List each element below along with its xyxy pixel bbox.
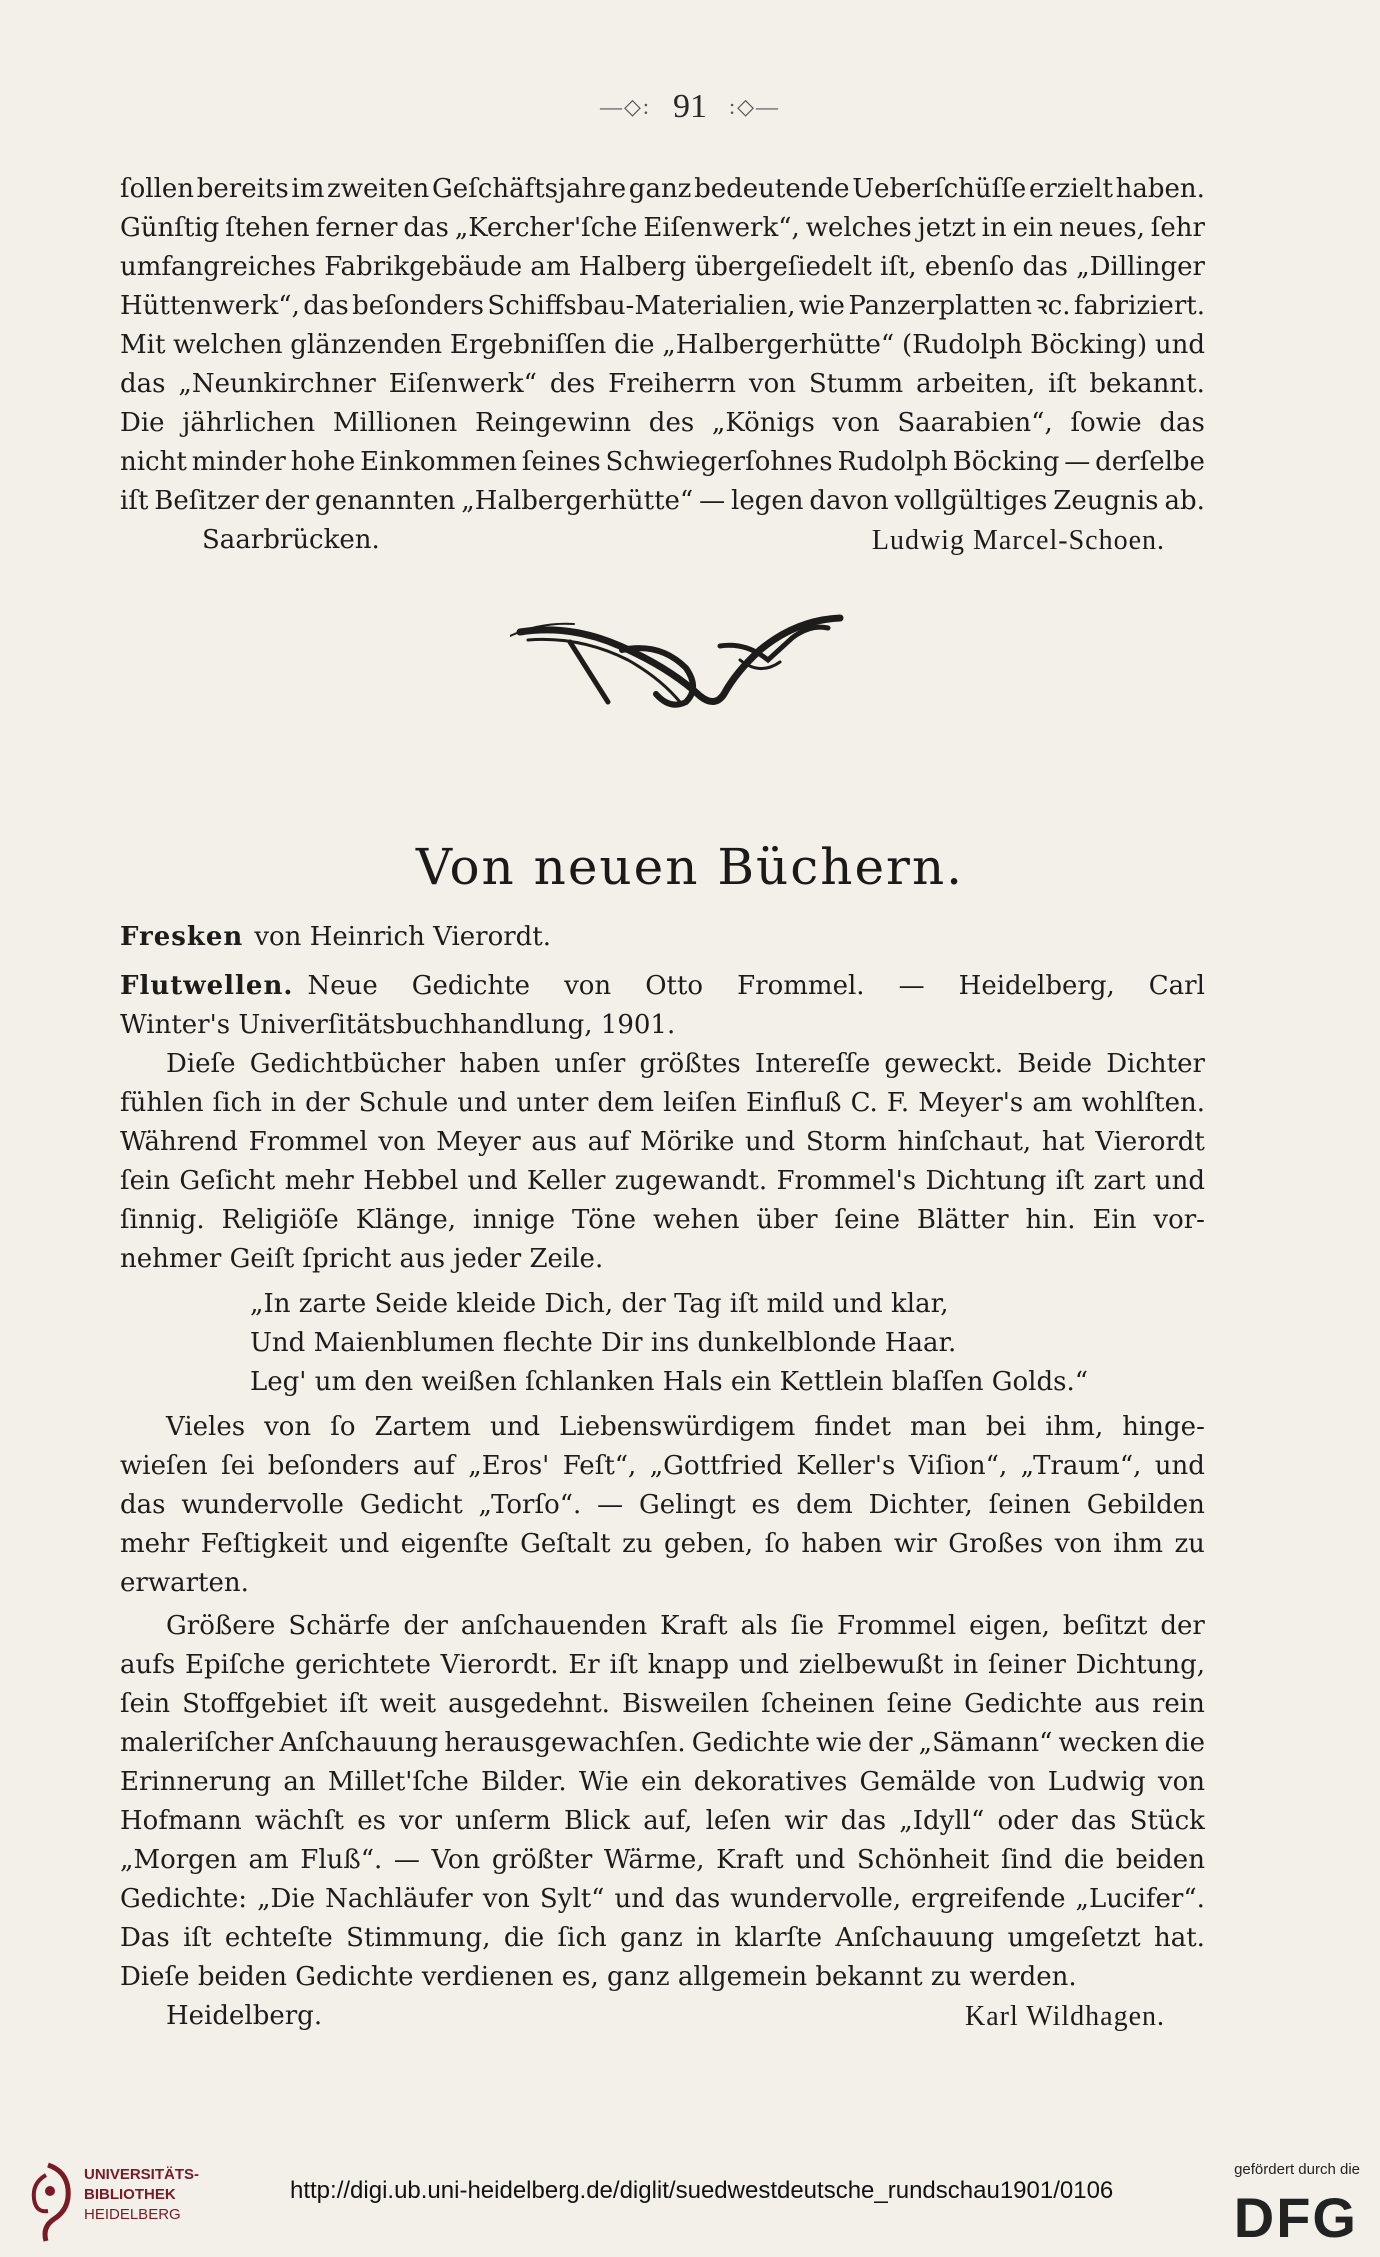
text-line: Winter's Univerſitätsbuchhandlung, 1901. — [120, 1010, 676, 1040]
text-line: Das iſt echteſte Stimmung, die ſich ganz in klarſte Anſchauung umgeſetzt hat. — [120, 1923, 1205, 1953]
art-nouveau-ornament-icon — [510, 602, 850, 712]
author-signature: Ludwig Marcel-Schoen. — [871, 525, 1165, 556]
text-line: nicht minder hohe Einkommen ſeines Schwiegerſohnes Rudolph Böcking — derſelbe — [120, 447, 1205, 477]
text-line: ſein Stoffgebiet iſt weit ausgedehnt. Bisweilen ſcheinen ſeine Gedichte aus rein — [120, 1689, 1205, 1719]
place-of-writing: Saarbrücken. — [202, 525, 380, 555]
book-author: von Heinrich Vierordt. — [254, 922, 552, 952]
text-line: Hofmann wächſt es vor unſerm Blick auf, leſen wir das „Idyll“ oder das Stück — [120, 1806, 1205, 1836]
text-line: fühlen ſich in der Schule und unter dem leiſen Einfluß C. F. Meyer's am wohlſten. — [120, 1088, 1205, 1118]
book-review — [120, 918, 1205, 2036]
text-line: Größere Schärfe der anſchauenden Kraft als ſie Frommel eigen, beſitzt der — [166, 1611, 1205, 1641]
author-signature: Karl Wildhagen. — [965, 2001, 1165, 2032]
text-line: Vieles von ſo Zartem und Liebenswürdigem findet man bei ihm, hinge- — [166, 1412, 1205, 1442]
place-of-writing: Heidelberg. — [166, 2001, 323, 2031]
text-line: Mit welchen glänzenden Ergebniſſen die „Halbergerhütte“ (Rudolph Böcking) und — [120, 330, 1205, 360]
library-name-line: BIBLIOTHEK — [84, 2186, 176, 2203]
section-heading: Von neuen Büchern. — [415, 838, 965, 896]
text-line: Die jährlichen Millionen Reingewinn des „Königs von Saarabien“, ſowie das — [120, 408, 1205, 438]
university-library-logo-icon — [20, 2161, 76, 2245]
review-entry — [120, 967, 1205, 1006]
text-line: maleriſcher Anſchauung herausgewachſen. Gedichte wie der „Sämann“ wecken die — [120, 1728, 1205, 1758]
review-entry — [120, 918, 1205, 957]
text-line: Während Frommel von Meyer aus auf Mörike und Storm hinſchaut, hat Vierordt — [120, 1127, 1205, 1157]
library-name-line: HEIDELBERG — [84, 2206, 181, 2223]
text-line: umfangreiches Fabrikgebäude am Halberg übergeſiedelt iſt, ebenſo das „Dillinger — [120, 252, 1205, 282]
text-line: Hüttenwerk“, das beſonders Schiffsbau-Materialien, wie Panzerplatten ꝛc. fabriziert. — [120, 291, 1205, 321]
text-line: das „Neunkirchner Eiſenwerk“ des Freiherrn von Stumm arbeiten, iſt bekannt. — [120, 369, 1205, 399]
text-line: „Morgen am Fluß“. — Von größter Wärme, Kraft und Schönheit ſind die beiden — [120, 1845, 1205, 1875]
page-folio — [0, 86, 1380, 126]
text-line: Günſtig ſtehen ferner das „Kercher'ſche Eiſenwerk“, welches jetzt in ein neues, ſehr — [120, 213, 1205, 243]
page-number: 91 — [673, 88, 707, 126]
book-details: Neue Gedichte von Otto Frommel. — Heidelberg, Carl — [307, 971, 1205, 1001]
text-line: ſinnig. Religiöſe Klänge, innige Töne wehen über ſeine Blätter hin. Ein vor- — [120, 1205, 1205, 1235]
text-line: Erinnerung an Millet'ſche Bilder. Wie ein dekoratives Gemälde von Ludwig von — [120, 1767, 1205, 1797]
text-line: ſollen bereits im zweiten Geſchäftsjahre ganz bedeutende Ueberſchüſſe erzielt haben. — [120, 174, 1205, 204]
text-line: Dieſe beiden Gedichte verdienen es, ganz allgemein bekannt zu werden. — [120, 1962, 1077, 1992]
poem-line: Leg' um den weißen ſchlanken Hals ein Kettlein blaſſen Golds.“ — [250, 1367, 1089, 1397]
text-line: das wundervolle Gedicht „Torſo“. — Gelingt es dem Dichter, ſeinen Gebilden — [120, 1490, 1205, 1520]
text-line: Gedichte: „Die Nachläufer von Sylt“ und das wundervolle, ergreifende „Lucifer“. — [120, 1884, 1205, 1914]
signature-line — [120, 521, 1205, 560]
text-line: wieſen ſei beſonders auf „Eros' Feſt“, „Gottfried Keller's Viſion“, „Traum“, und — [120, 1451, 1205, 1481]
poem-quote — [120, 1285, 1205, 1402]
book-title: Flutwellen. — [120, 971, 294, 1001]
text-line: iſt Beſitzer der genannten „Halbergerhütte“ — legen davon vollgültiges Zeugnis ab. — [120, 486, 1205, 516]
signature-line — [120, 1997, 1205, 2036]
text-line: aufs Epiſche gerichtete Vierordt. Er iſt knapp und zielbewußt in ſeiner Dichtung, — [120, 1650, 1205, 1680]
folio-ornament-right: :◇— — [729, 94, 781, 120]
dfg-logo: DFG — [1233, 2186, 1358, 2249]
book-title: Fresken — [120, 922, 244, 952]
library-name — [84, 2165, 199, 2225]
text-line: nehmer Geiſt ſpricht aus jeder Zeile. — [120, 1244, 604, 1274]
poem-line: Und Maienblumen flechte Dir ins dunkelblonde Haar. — [250, 1328, 957, 1358]
text-line: mehr Feſtigkeit und eigenſte Geſtalt zu geben, ſo haben wir Großes von ihm zu — [120, 1529, 1205, 1559]
library-name-line: UNIVERSITÄTS- — [84, 2166, 200, 2183]
source-url-link[interactable]: http://digi.ub.uni-heidelberg.de/diglit/suedwestdeutsche_rundschau1901/0106 — [290, 2177, 1114, 2204]
folio-ornament-left: —◇: — [599, 94, 651, 120]
text-line: ſein Geſicht mehr Hebbel und Keller zugewandt. Frommel's Dichtung iſt zart und — [120, 1166, 1205, 1196]
text-line: Dieſe Gedichtbücher haben unſer größtes Intereſſe geweckt. Beide Dichter — [166, 1049, 1205, 1079]
previous-article — [120, 170, 1205, 560]
funding-label: gefördert durch die — [1234, 2161, 1360, 2178]
digitization-footer — [0, 2155, 1380, 2257]
text-line: erwarten. — [120, 1568, 249, 1598]
poem-line: „In zarte Seide kleide Dich, der Tag iſt mild und klar, — [250, 1289, 949, 1319]
